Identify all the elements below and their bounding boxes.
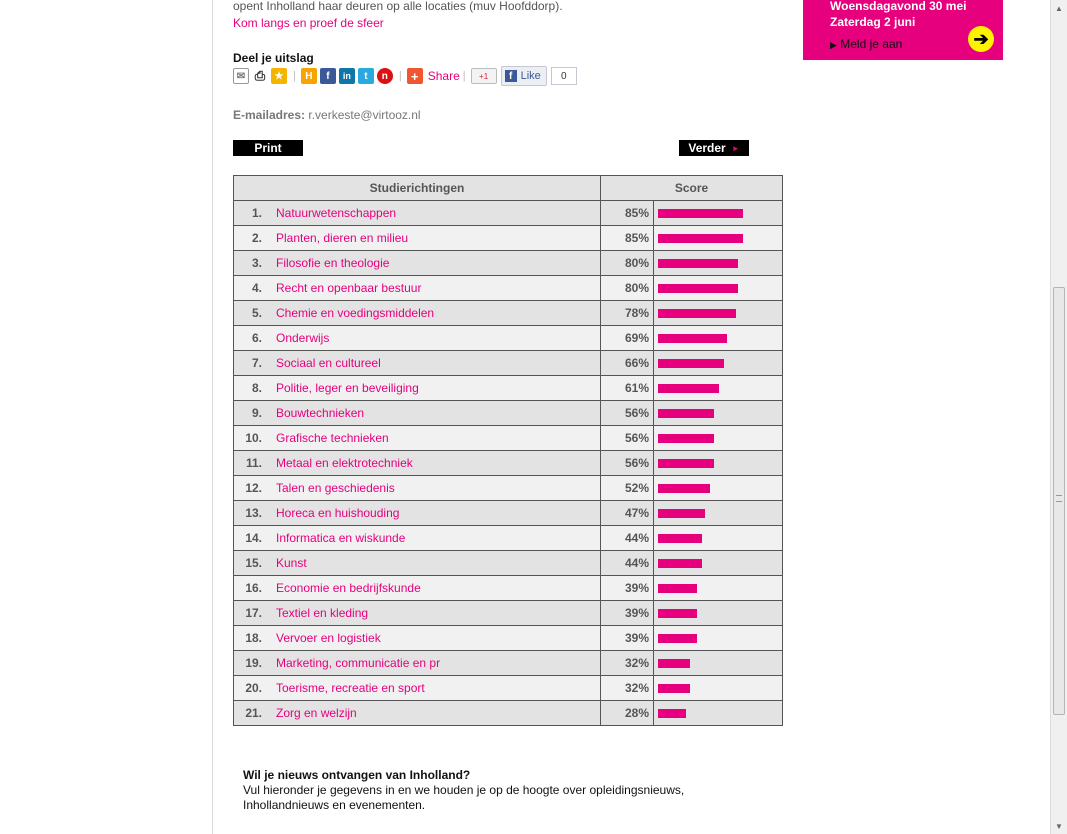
score-percent: 56%	[601, 426, 654, 451]
results-header-row	[234, 176, 783, 201]
study-cell	[234, 201, 601, 226]
score-bar-cell	[654, 501, 783, 526]
score-bar-cell	[654, 526, 783, 551]
table-row	[234, 551, 783, 576]
score-percent: 78%	[601, 301, 654, 326]
score-percent: 80%	[601, 276, 654, 301]
hyves-icon[interactable]: H	[301, 68, 317, 84]
score-bar-cell	[654, 476, 783, 501]
rank-number: 8.	[251, 381, 262, 395]
rank-number: 6.	[251, 331, 262, 345]
score-bar	[658, 409, 714, 418]
rank-number: 17.	[245, 606, 262, 620]
score-bar	[658, 359, 724, 368]
study-cell	[234, 576, 601, 601]
score-bar-cell	[654, 401, 783, 426]
vertical-scrollbar[interactable]	[1050, 0, 1067, 834]
study-cell	[234, 251, 601, 276]
rank-number: 18.	[245, 631, 262, 645]
score-percent: 56%	[601, 451, 654, 476]
score-percent: 44%	[601, 526, 654, 551]
study-link[interactable]: Recht en openbaar bestuur	[276, 281, 422, 295]
share-link[interactable]: Share	[427, 69, 460, 83]
score-bar	[658, 609, 697, 618]
score-bar	[658, 259, 738, 268]
score-bar-cell	[654, 651, 783, 676]
share-separator: |	[462, 70, 466, 82]
study-cell	[234, 551, 601, 576]
next-button[interactable]	[679, 140, 749, 156]
rank-number: 15.	[245, 556, 262, 570]
study-cell	[234, 476, 601, 501]
print-icon[interactable]: ⎙	[252, 68, 268, 84]
open-day-promo[interactable]	[803, 0, 1003, 60]
results-body	[234, 201, 783, 726]
table-row	[234, 476, 783, 501]
newsletter-section	[243, 768, 763, 813]
score-percent: 39%	[601, 576, 654, 601]
score-bar	[658, 234, 743, 243]
score-percent: 52%	[601, 476, 654, 501]
nujij-icon[interactable]: n	[377, 68, 393, 84]
score-bar-cell	[654, 276, 783, 301]
rank-number: 3.	[251, 256, 262, 270]
study-link[interactable]: Politie, leger en beveiliging	[276, 381, 419, 395]
score-bar-cell	[654, 676, 783, 701]
study-cell	[234, 401, 601, 426]
study-cell	[234, 526, 601, 551]
study-cell	[234, 501, 601, 526]
score-percent: 56%	[601, 401, 654, 426]
table-row	[234, 626, 783, 651]
score-percent: 39%	[601, 601, 654, 626]
score-percent: 69%	[601, 326, 654, 351]
promo-signup-label: Meld je aan	[840, 37, 903, 51]
rank-number: 1.	[251, 206, 262, 220]
score-percent: 44%	[601, 551, 654, 576]
score-bar-cell	[654, 326, 783, 351]
table-row	[234, 401, 783, 426]
share-toolbar	[233, 66, 577, 86]
score-bar	[658, 509, 705, 518]
scroll-down-icon[interactable]: ▼	[1055, 821, 1063, 831]
study-cell	[234, 351, 601, 376]
table-row	[234, 676, 783, 701]
score-bar	[658, 659, 690, 668]
score-bar	[658, 434, 714, 443]
rank-number: 10.	[245, 431, 262, 445]
rank-number: 2.	[251, 231, 262, 245]
favorite-icon[interactable]: ★	[271, 68, 287, 84]
score-bar	[658, 559, 702, 568]
score-bar-cell	[654, 201, 783, 226]
table-row	[234, 526, 783, 551]
newsletter-heading: Wil je nieuws ontvangen van Inholland?	[243, 768, 471, 782]
score-bar	[658, 309, 736, 318]
google-plus-icon[interactable]: +1	[471, 68, 497, 84]
table-row	[234, 576, 783, 601]
study-link[interactable]: Vervoer en logistiek	[276, 631, 381, 645]
score-percent: 28%	[601, 701, 654, 726]
promo-date-2: Zaterdag 2 juni	[830, 15, 916, 29]
email-row	[233, 108, 421, 122]
intro-text: opent Inholland haar deuren op alle locaties (muv Hoofddorp).	[233, 0, 563, 13]
study-link[interactable]: Toerisme, recreatie en sport	[276, 681, 425, 695]
score-bar-cell	[654, 551, 783, 576]
score-bar	[658, 384, 719, 393]
rank-number: 20.	[245, 681, 262, 695]
score-bar-cell	[654, 626, 783, 651]
score-bar-cell	[654, 376, 783, 401]
study-link[interactable]: Zorg en welzijn	[276, 706, 357, 720]
score-bar-cell	[654, 601, 783, 626]
facebook-icon[interactable]: f	[320, 68, 336, 84]
table-row	[234, 251, 783, 276]
share-separator: |	[293, 70, 296, 82]
score-percent: 32%	[601, 651, 654, 676]
score-percent: 39%	[601, 626, 654, 651]
promo-date-1: Woensdagavond 30 mei	[830, 0, 967, 13]
study-link[interactable]: Onderwijs	[276, 331, 330, 345]
table-row	[234, 276, 783, 301]
arrow-right-icon: ►	[731, 143, 740, 153]
table-row	[234, 651, 783, 676]
table-row	[234, 501, 783, 526]
study-link[interactable]: Grafische technieken	[276, 431, 389, 445]
score-bar-cell	[654, 701, 783, 726]
study-link[interactable]: Metaal en elektrotechniek	[276, 456, 413, 470]
table-row	[234, 376, 783, 401]
facebook-like-count: 0	[551, 67, 577, 85]
score-bar	[658, 709, 686, 718]
study-cell	[234, 426, 601, 451]
table-row	[234, 451, 783, 476]
rank-number: 5.	[251, 306, 262, 320]
study-cell	[234, 226, 601, 251]
study-cell	[234, 301, 601, 326]
rank-number: 7.	[251, 356, 262, 370]
email-icon[interactable]: ✉	[233, 68, 249, 84]
study-link[interactable]: Textiel en kleding	[276, 606, 369, 620]
results-table	[233, 175, 783, 726]
study-link[interactable]: Horeca en huishouding	[276, 506, 400, 520]
print-button[interactable]	[233, 140, 303, 156]
score-bar	[658, 684, 690, 693]
table-row	[234, 226, 783, 251]
study-cell	[234, 676, 601, 701]
study-link[interactable]: Talen en geschiedenis	[276, 481, 395, 495]
email-value: r.verkeste@virtooz.nl	[308, 108, 421, 122]
study-cell	[234, 276, 601, 301]
score-bar	[658, 634, 697, 643]
score-percent: 80%	[601, 251, 654, 276]
score-bar	[658, 584, 697, 593]
study-cell	[234, 326, 601, 351]
scroll-grip-icon	[1056, 495, 1062, 502]
twitter-icon[interactable]: t	[358, 68, 374, 84]
promo-signup-link[interactable]	[830, 37, 902, 51]
score-percent: 85%	[601, 226, 654, 251]
score-bar	[658, 334, 727, 343]
score-percent: 61%	[601, 376, 654, 401]
study-link[interactable]: Chemie en voedingsmiddelen	[276, 306, 435, 320]
rank-number: 19.	[245, 656, 262, 670]
study-cell	[234, 701, 601, 726]
score-bar-cell	[654, 451, 783, 476]
score-bar-cell	[654, 251, 783, 276]
score-bar-cell	[654, 226, 783, 251]
study-link[interactable]: Kunst	[276, 556, 307, 570]
score-percent: 66%	[601, 351, 654, 376]
study-link[interactable]: Natuurwetenschappen	[276, 206, 397, 220]
rank-number: 14.	[245, 531, 262, 545]
header-studierichtingen: Studierichtingen	[234, 176, 601, 201]
rank-number: 21.	[245, 706, 262, 720]
rank-number: 12.	[245, 481, 262, 495]
score-bar	[658, 484, 710, 493]
study-link[interactable]: Economie en bedrijfskunde	[276, 581, 421, 595]
play-triangle-icon: ▶	[830, 40, 837, 50]
table-row	[234, 301, 783, 326]
rank-number: 16.	[245, 581, 262, 595]
study-link[interactable]: Informatica en wiskunde	[276, 531, 406, 545]
next-button-label: Verder	[688, 141, 726, 155]
score-bar-cell	[654, 301, 783, 326]
scroll-thumb[interactable]	[1053, 287, 1065, 715]
score-bar-cell	[654, 426, 783, 451]
table-row	[234, 326, 783, 351]
newsletter-body: Vul hieronder je gegevens in en we houden je op de hoogte over opleidingsnieuws, Inhollandnieuws en evenementen.	[243, 783, 685, 812]
score-percent: 47%	[601, 501, 654, 526]
score-bar	[658, 284, 738, 293]
table-row	[234, 701, 783, 726]
arrow-circle-icon[interactable]: ➔	[968, 26, 994, 52]
email-label: E-mailadres:	[233, 108, 306, 122]
facebook-like-button[interactable]	[501, 66, 547, 86]
rank-number: 11.	[245, 456, 262, 470]
open-day-link[interactable]: Kom langs en proef de sfeer	[233, 16, 384, 30]
score-bar	[658, 459, 714, 468]
facebook-like-icon: f	[505, 70, 517, 82]
study-link[interactable]: Filosofie en theologie	[276, 256, 390, 270]
rank-number: 9.	[251, 406, 262, 420]
print-button-label: Print	[254, 141, 282, 155]
study-link[interactable]: Bouwtechnieken	[276, 406, 365, 420]
table-row	[234, 351, 783, 376]
score-bar-cell	[654, 351, 783, 376]
score-bar-cell	[654, 576, 783, 601]
share-icon[interactable]: +	[407, 68, 423, 84]
study-cell	[234, 451, 601, 476]
table-row	[234, 426, 783, 451]
content-left-border	[212, 0, 213, 834]
study-link[interactable]: Planten, dieren en milieu	[276, 231, 409, 245]
study-link[interactable]: Marketing, communicatie en pr	[276, 656, 441, 670]
table-row	[234, 601, 783, 626]
facebook-like-label: Like	[520, 70, 541, 82]
share-separator: |	[398, 70, 402, 82]
study-cell	[234, 626, 601, 651]
study-link[interactable]: Sociaal en cultureel	[276, 356, 381, 370]
study-cell	[234, 651, 601, 676]
share-title: Deel je uitslag	[233, 51, 314, 65]
rank-number: 4.	[251, 281, 262, 295]
rank-number: 13.	[245, 506, 262, 520]
linkedin-icon[interactable]: in	[339, 68, 355, 84]
score-bar	[658, 534, 702, 543]
score-bar	[658, 209, 743, 218]
score-percent: 32%	[601, 676, 654, 701]
table-row	[234, 201, 783, 226]
scroll-up-icon[interactable]: ▲	[1055, 3, 1063, 13]
header-score: Score	[601, 176, 783, 201]
score-percent: 85%	[601, 201, 654, 226]
study-cell	[234, 601, 601, 626]
study-cell	[234, 376, 601, 401]
